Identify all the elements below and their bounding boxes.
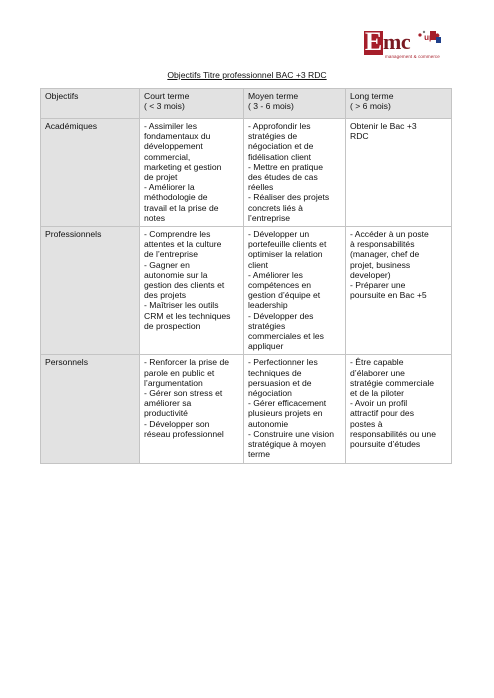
table-row [41, 355, 452, 463]
cell-line: appliquer [248, 341, 284, 352]
objectives-table [40, 88, 452, 464]
cell-line: RDC [350, 131, 369, 142]
cell-line: méthodologie de [144, 192, 208, 203]
cell-line: autonomie [248, 418, 289, 429]
header-text: Long terme [350, 91, 394, 101]
header-subtext: ( > 6 mois) [350, 101, 391, 112]
cell-line: - Gagner en [144, 259, 190, 270]
cell-line: autonomie sur la [144, 269, 208, 280]
header-moyen-terme [244, 89, 346, 119]
cell-line: négociation [248, 388, 292, 399]
cell-line: persuasion et de [248, 377, 312, 388]
table-cell [140, 227, 244, 355]
row-label: Professionnels [41, 227, 140, 355]
cell-line: à responsabilités [350, 239, 415, 250]
cell-line: des études de cas [248, 172, 318, 183]
cell-line: - Développer son [144, 418, 210, 429]
cell-line: - Construire une vision [248, 428, 334, 439]
cell-line: - Assimiler les [144, 121, 198, 131]
cell-line: fidélisation client [248, 151, 312, 162]
cell-line: développement [144, 141, 203, 152]
table-cell [346, 119, 452, 227]
header-text: Court terme [144, 91, 190, 101]
cell-line: stratégie commerciale [350, 377, 435, 388]
cell-line: - Approfondir les [248, 121, 311, 131]
table-cell [140, 355, 244, 463]
header-objectifs [41, 89, 140, 119]
cell-line: concrets liés à [248, 202, 303, 213]
table-cell [346, 227, 452, 355]
cell-line: négociation et de [248, 141, 314, 152]
cell-line: - Être capable [350, 357, 404, 368]
cell-line: - Mettre en pratique [248, 161, 323, 172]
logo-letters-mc: mc [383, 29, 411, 54]
row-label: Personnels [41, 355, 140, 463]
cell-line: - Développer des [248, 310, 314, 321]
cell-line: - Gérer efficacement [248, 398, 327, 409]
cell-line: de l’entreprise [144, 249, 198, 260]
cell-line: - Développer un [248, 229, 310, 240]
cell-line: plusieurs projets en [248, 408, 323, 419]
cell-line: stratégique à moyen [248, 439, 326, 450]
cell-line: - Améliorer la [144, 182, 195, 193]
header-long-terme [346, 89, 452, 119]
cell-line: poursuite d’études [350, 439, 421, 450]
cell-line: - Avoir un profil [350, 398, 408, 409]
cell-line: stratégies de [248, 131, 298, 142]
cell-line: travail et la prise de [144, 202, 219, 213]
cell-line: - Améliorer les [248, 269, 303, 280]
header-subtext: ( 3 - 6 mois) [248, 101, 294, 112]
cell-line: - Réaliser des projets [248, 192, 330, 203]
table-cell [244, 119, 346, 227]
header-subtext: ( < 3 mois) [144, 101, 185, 112]
cell-line: poursuite en Bac +5 [350, 290, 427, 301]
cell-line: CRM et les techniques [144, 310, 231, 321]
cell-line: améliorer sa [144, 398, 192, 409]
cell-line: des projets [144, 290, 187, 301]
cell-line: l’entreprise [248, 212, 291, 223]
cell-line: - Maîtriser les outils [144, 300, 219, 311]
cell-line: attractif pour des [350, 408, 415, 419]
cell-line: techniques de [248, 367, 302, 378]
cell-line: gestion d’équipe et [248, 290, 321, 301]
table-cell [244, 227, 346, 355]
cell-line: optimiser la relation [248, 249, 323, 260]
table-row [41, 227, 452, 355]
cell-line: parole en public et [144, 367, 215, 378]
cell-line: réseau professionnel [144, 428, 224, 439]
header-text: Moyen terme [248, 91, 299, 101]
cell-line: client [248, 259, 269, 270]
document-title: Objectifs Titre professionnel BAC +3 RDC [167, 70, 327, 80]
header-text: Objectifs [45, 91, 79, 101]
cell-line: attentes et la culture [144, 239, 222, 250]
cell-line: d’élaborer une [350, 367, 405, 378]
cell-line: projet, business [350, 259, 411, 270]
cell-line: de projet [144, 172, 178, 183]
cell-line: - Comprendre les [144, 229, 211, 240]
cell-line: compétences en [248, 280, 312, 291]
cell-line: réelles [248, 182, 274, 193]
cell-line: postes à [350, 418, 383, 429]
cell-line: developer) [350, 269, 391, 280]
logo-tagline: management & commerce [385, 54, 440, 59]
table-header-row [41, 89, 452, 119]
cell-line: commerciales et les [248, 331, 324, 342]
cell-line: terme [248, 449, 270, 460]
cell-line: - Renforcer la prise de [144, 357, 230, 368]
cell-line: - Accéder à un poste [350, 229, 429, 240]
table-body [41, 119, 452, 464]
cell-line: stratégies [248, 320, 286, 331]
cell-line: gestion des clients et [144, 280, 225, 291]
cell-line: productivité [144, 408, 188, 419]
cell-line: et de la piloter [350, 388, 404, 399]
cell-line: de prospection [144, 320, 201, 331]
logo-letter-e: E [364, 27, 383, 56]
cell-line: commercial, [144, 151, 191, 162]
cell-line: leadership [248, 300, 288, 311]
cell-line: portefeuille clients et [248, 239, 327, 250]
table-cell [346, 355, 452, 463]
cell-line: responsabilités ou une [350, 428, 436, 439]
cell-line: - Perfectionner les [248, 357, 318, 368]
logo [364, 27, 446, 61]
logo-badge: up [424, 33, 434, 42]
cell-line: marketing et gestion [144, 161, 222, 172]
cell-line: (manager, chef de [350, 249, 420, 260]
header-court-terme [140, 89, 244, 119]
cell-line: notes [144, 212, 166, 223]
row-label: Académiques [41, 119, 140, 227]
cell-line: fondamentaux du [144, 131, 211, 142]
cell-line: - Gérer son stress et [144, 388, 223, 399]
cell-line: l’argumentation [144, 377, 203, 388]
table-row [41, 119, 452, 227]
table-cell [140, 119, 244, 227]
table-cell [244, 355, 346, 463]
cell-line: Obtenir le Bac +3 [350, 121, 417, 131]
cell-line: - Préparer une [350, 280, 406, 291]
